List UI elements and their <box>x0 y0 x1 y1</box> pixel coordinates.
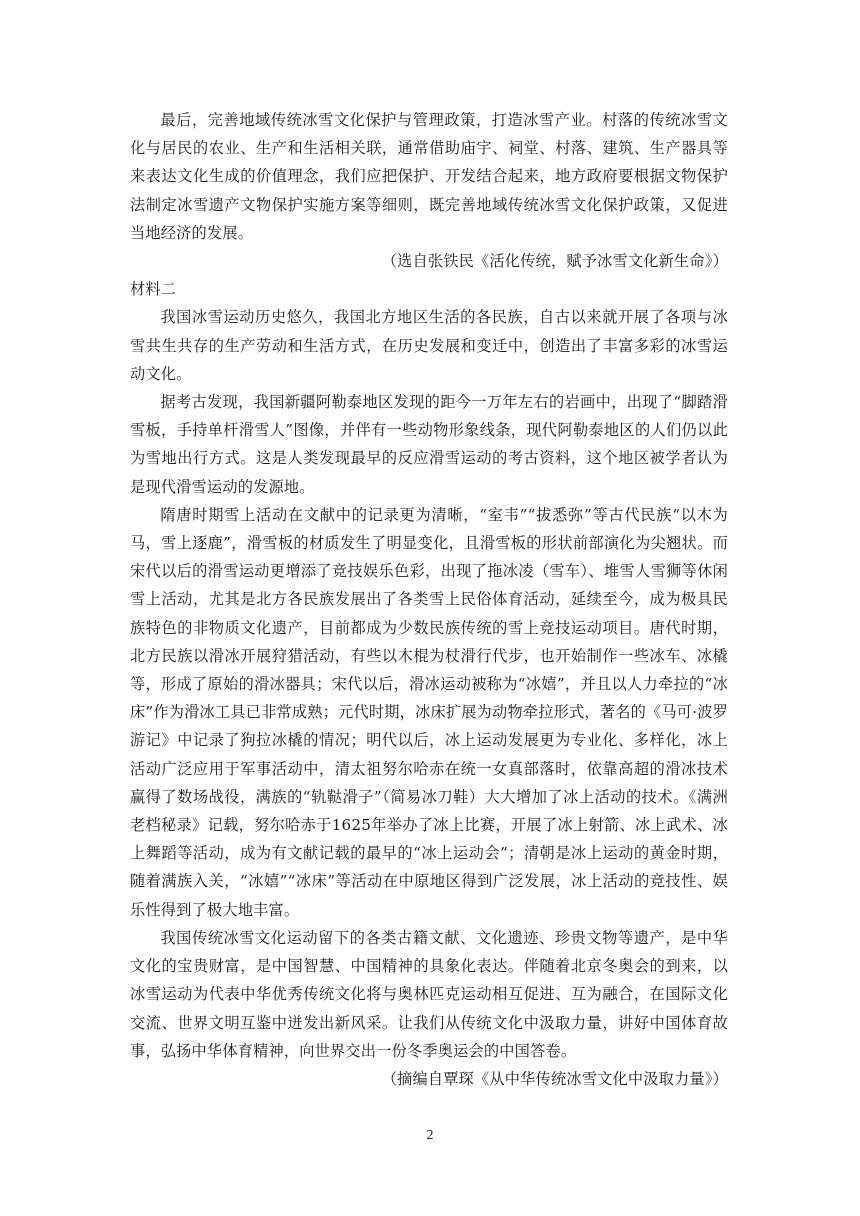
source-citation: （选自张铁民《活化传统，赋予冰雪文化新生命》） <box>381 252 728 271</box>
paragraph: 我国冰雪运动历史悠久，我国北方地区生活的各民族，自古以来就开展了各项与冰雪共生共存的生产劳动和生活方式，在历史发展和变迁中，创造出了丰富多彩的冰雪运动文化。 <box>130 308 728 383</box>
document-body <box>130 106 728 1093</box>
paragraph: 最后，完善地域传统冰雪文化保护与管理政策，打造冰雪产业。村落的传统冰雪文化与居民的农业、生产和生活相关联，通常借助庙宇、祠堂、村落、建筑、生产器具等来表达文化生成的价值理念，我们应把保护、开发结合起来，地方政府要根据文物保护法制定冰雪遗产文物保护实施方案等细则，既完善地域传统冰雪文化保护政策，又促进当地经济的发展。 <box>130 111 728 242</box>
source-citation: （摘编自覃琛《从中华传统冰雪文化中汲取力量》） <box>381 1069 728 1088</box>
paragraph: 我国传统冰雪文化运动留下的各类古籍文献、文化遗迹、珍贵文物等遗产，是中华文化的宝贵财富，是中国智慧、中国精神的具象化表达。伴随着北京冬奥会的到来，以冰雪运动为代表中华优秀传统文化将与奥林匹克运动相互促进、互为融合，在国际文化交流、世界文明互鉴中迸发出新风采。让我们从传统文化中汲取力量，讲好中国体育故事，弘扬中华体育精神，向世界交出一份冬季奥运会的中国答卷。 <box>130 928 728 1060</box>
page-number: 2 <box>426 1128 434 1143</box>
paragraph: 据考古发现，我国新疆阿勒泰地区发现的距今一万年左右的岩画中，出现了“脚踏滑雪板，手持单杆滑雪人”图像，并伴有一些动物形象线条，现代阿勒泰地区的人们仍以此为雪地出行方式。这是人类发现最早的反应滑雪运动的考古资料，这个地区被学者认为是现代滑雪运动的发源地。 <box>130 393 728 496</box>
paragraph: 隋唐时期雪上活动在文献中的记录更为清晰，“室韦”“拔悉弥”等古代民族“以木为马，雪上逐鹿”，滑雪板的材质发生了明显变化，且滑雪板的形状前部演化为尖翘状。而宋代以后的滑雪运动更增添了竞技娱乐色彩，出现了拖冰凌（雪车）、堆雪人雪狮等休闲雪上活动，尤其是北方各民族发展出了各类雪上民俗体育活动，延续至今，成为极具民族特色的非物质文化遗产，目前都成为少数民族传统的雪上竞技运动项目。唐代时期，北方民族以滑冰开展狩猎活动，有些以木棍为杖滑行代步，也开始制作一些冰车、冰橇等，形成了原始的滑冰器具；宋代以后，滑冰运动被称为“冰嬉”，并且以人力牵拉的“冰床”作为滑冰工具已非常成熟；元代时期，冰床扩展为动物牵拉形式，著名的《马可·波罗游记》中记录了狗拉冰橇的情况；明代以后，冰上运动发展更为专业化、多样化，冰上活动广泛应用于军事活动中，清太祖努尔哈赤在统一女真部落时，依靠高超的滑冰技术赢得了数场战役，满族的“轨鞑滑子”（简易冰刀鞋）大大增加了冰上活动的技术。《满洲老档秘录》记载，努尔哈赤于1625年举办了冰上比赛，开展了冰上射箭、冰上武术、冰上舞蹈等活动，成为有文献记载的最早的“冰上运动会”；清朝是冰上运动的黄金时期，随着满族入关，“冰嬉”“冰床”等活动在中原地区得到广泛发展，冰上活动的竞技性、娱乐性得到了极大地丰富。 <box>130 505 728 919</box>
section-heading: 材料二 <box>130 280 177 299</box>
